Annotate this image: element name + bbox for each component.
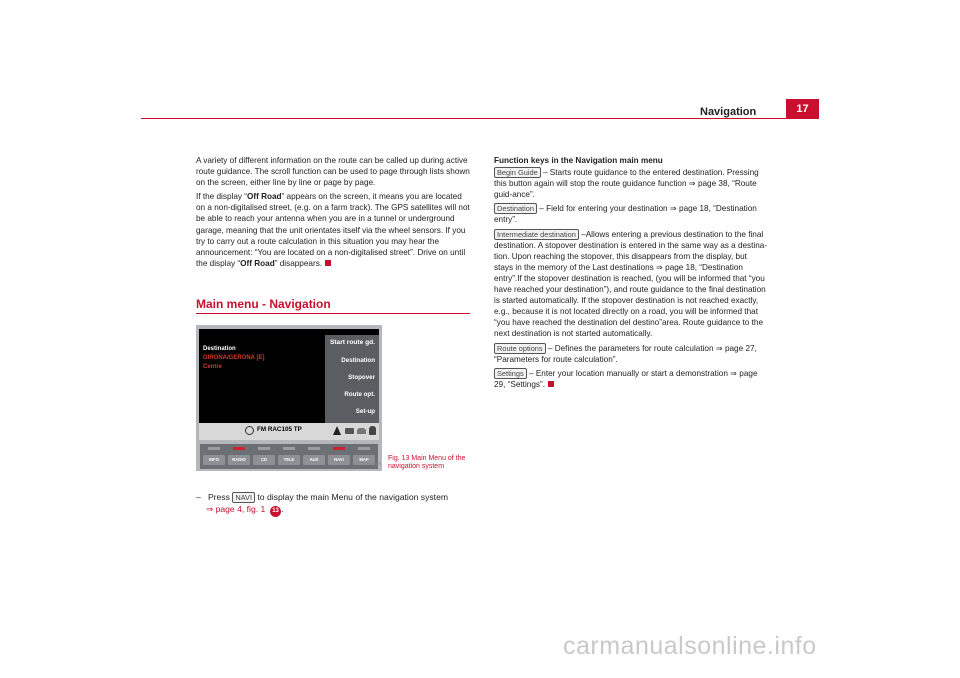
info-button[interactable]: INFO: [203, 455, 225, 465]
para-text: ” disappears.: [274, 258, 323, 268]
screen-status-text: FM RAC105 TP: [257, 426, 302, 433]
section-title: Main menu - Navigation: [196, 297, 331, 311]
para-text: If the display “: [196, 192, 247, 202]
page-reference-link[interactable]: ⇒ page 4, fig. 1: [206, 504, 266, 514]
off-road-term: Off Road: [240, 258, 275, 268]
led-bar: [308, 447, 320, 450]
car-icon: [357, 428, 366, 434]
function-item: [494, 368, 768, 390]
function-description: – Starts route guidance to the entered destination. Pressing this button again will stop the route guidance function ⇒ page 38, “Route guid-ance”.: [494, 168, 759, 200]
instruction: – Press NAVI to display the main Menu of the navigation system ⇒ page 4, fig. 1 13 .: [196, 491, 476, 517]
menu-item-route-opt[interactable]: Route opt.: [344, 391, 375, 398]
cd-icon: [245, 426, 254, 435]
led-bar: [233, 447, 245, 450]
screen-destination-area: Centre: [203, 364, 223, 370]
page-number: 17: [786, 99, 819, 119]
intermediate-destination-key: Intermediate destination: [494, 229, 579, 240]
navi-key: NAVI: [232, 492, 255, 503]
function-description: – Enter your location manually or start a demonstration ⇒ page 29, “Settings”.: [494, 368, 758, 389]
off-road-paragraph: [196, 191, 471, 269]
instruction-text: Press: [207, 492, 230, 502]
device-screen: [199, 329, 379, 440]
figure-caption: Fig. 13 Main Menu of the navigation system: [388, 455, 466, 471]
led-bar: [358, 447, 370, 450]
function-description: –Allows entering a previous destination to the final destination. A stopover destination is entered in the same way as a destina-tion. Upon reaching the stopover, this disappears from the display, but stays in the memory of the Last destinations ⇒ page 18, “Destination entry”.If the stopover destination is reached, (you will be informed that “you have reached your destination”), and route guidance to the final destination is started automatically. If the stopover destination is not reached exactly, e.g., because it is not located directly on a road, you will be informed that “you have reached the destination del destino”area. Route guidance to the next destination is not started automatically.: [494, 229, 768, 339]
settings-key: Settings: [494, 368, 527, 379]
section-rule: [196, 313, 470, 314]
radio-button[interactable]: RADIO: [228, 455, 250, 465]
header-rule: [141, 118, 819, 119]
route-options-key: Route options: [494, 343, 546, 354]
menu-item-stopover[interactable]: Stopover: [348, 374, 375, 381]
screen-status-bar: [199, 423, 379, 440]
page-header-title: Navigation: [700, 106, 757, 118]
end-marker-icon: [548, 381, 554, 387]
instruction-text: to display the main Menu of the navigation system: [257, 492, 449, 502]
function-item: [494, 343, 768, 365]
warning-icon: [333, 426, 341, 435]
right-column: [494, 155, 768, 393]
navigation-device-figure: [196, 325, 382, 471]
aux-button[interactable]: AUX: [303, 455, 325, 465]
led-bar: [208, 447, 220, 450]
function-keys-heading: Function keys in the Navigation main menu: [494, 156, 663, 165]
intro-paragraph: A variety of different information on the route can be called up during active route guidance. The scroll function can be used to page through lists shown on the screen, either line by line or page by page.: [196, 156, 470, 188]
map-button[interactable]: MAP: [353, 455, 375, 465]
cd-button[interactable]: CD: [253, 455, 275, 465]
tele-button[interactable]: TELE: [278, 455, 300, 465]
function-description: – Field for entering your destination ⇒ page 18, “Destination entry”.: [494, 204, 757, 225]
destination-key: Destination: [494, 203, 537, 214]
traffic-icon: [345, 428, 354, 434]
off-road-term: Off Road: [246, 192, 282, 202]
function-item: [494, 203, 768, 225]
callout-badge: 13: [270, 506, 281, 517]
screen-menu: [325, 335, 379, 423]
screen-destination-city: GIRONA/GERONA [E]: [203, 355, 265, 361]
begin-guide-key: Begin Guide: [494, 167, 541, 178]
function-description: – Defines the parameters for route calculation ⇒ page 27, “Parameters for route calculation”.: [494, 343, 757, 364]
figure-code: BRS-0013.20: [354, 461, 382, 466]
watermark: carmanualsonline.info: [563, 632, 817, 660]
screen-destination-label: Destination: [203, 346, 236, 352]
left-column: [196, 155, 471, 272]
instruction-dash: –: [196, 492, 201, 502]
function-item: [494, 167, 768, 200]
person-icon: [369, 426, 376, 435]
end-marker-icon: [325, 260, 331, 266]
para-text: ” appears on the screen, it means you are located on a non-digitalised street, (e.g. on a farm track). The GPS satellites will not be able to reach your antenna when you are in a tunnel or underground garage, meaning that the unit orientates itself via the wheel sensors. If you try to carry out a route calculation in this situation you may hear the announcement: “You are located on a non-digitalised street”. Drive on until the display “: [196, 192, 470, 268]
function-item: [494, 229, 768, 340]
led-bar: [258, 447, 270, 450]
menu-item-destination[interactable]: Destination: [341, 357, 375, 364]
hardware-button-row: [200, 444, 378, 469]
menu-item-start-route[interactable]: Start route gd.: [329, 339, 375, 346]
navi-button[interactable]: NAVI: [328, 455, 350, 465]
menu-item-setup[interactable]: Set-up: [355, 408, 375, 415]
led-bar: [283, 447, 295, 450]
led-bar: [333, 447, 345, 450]
